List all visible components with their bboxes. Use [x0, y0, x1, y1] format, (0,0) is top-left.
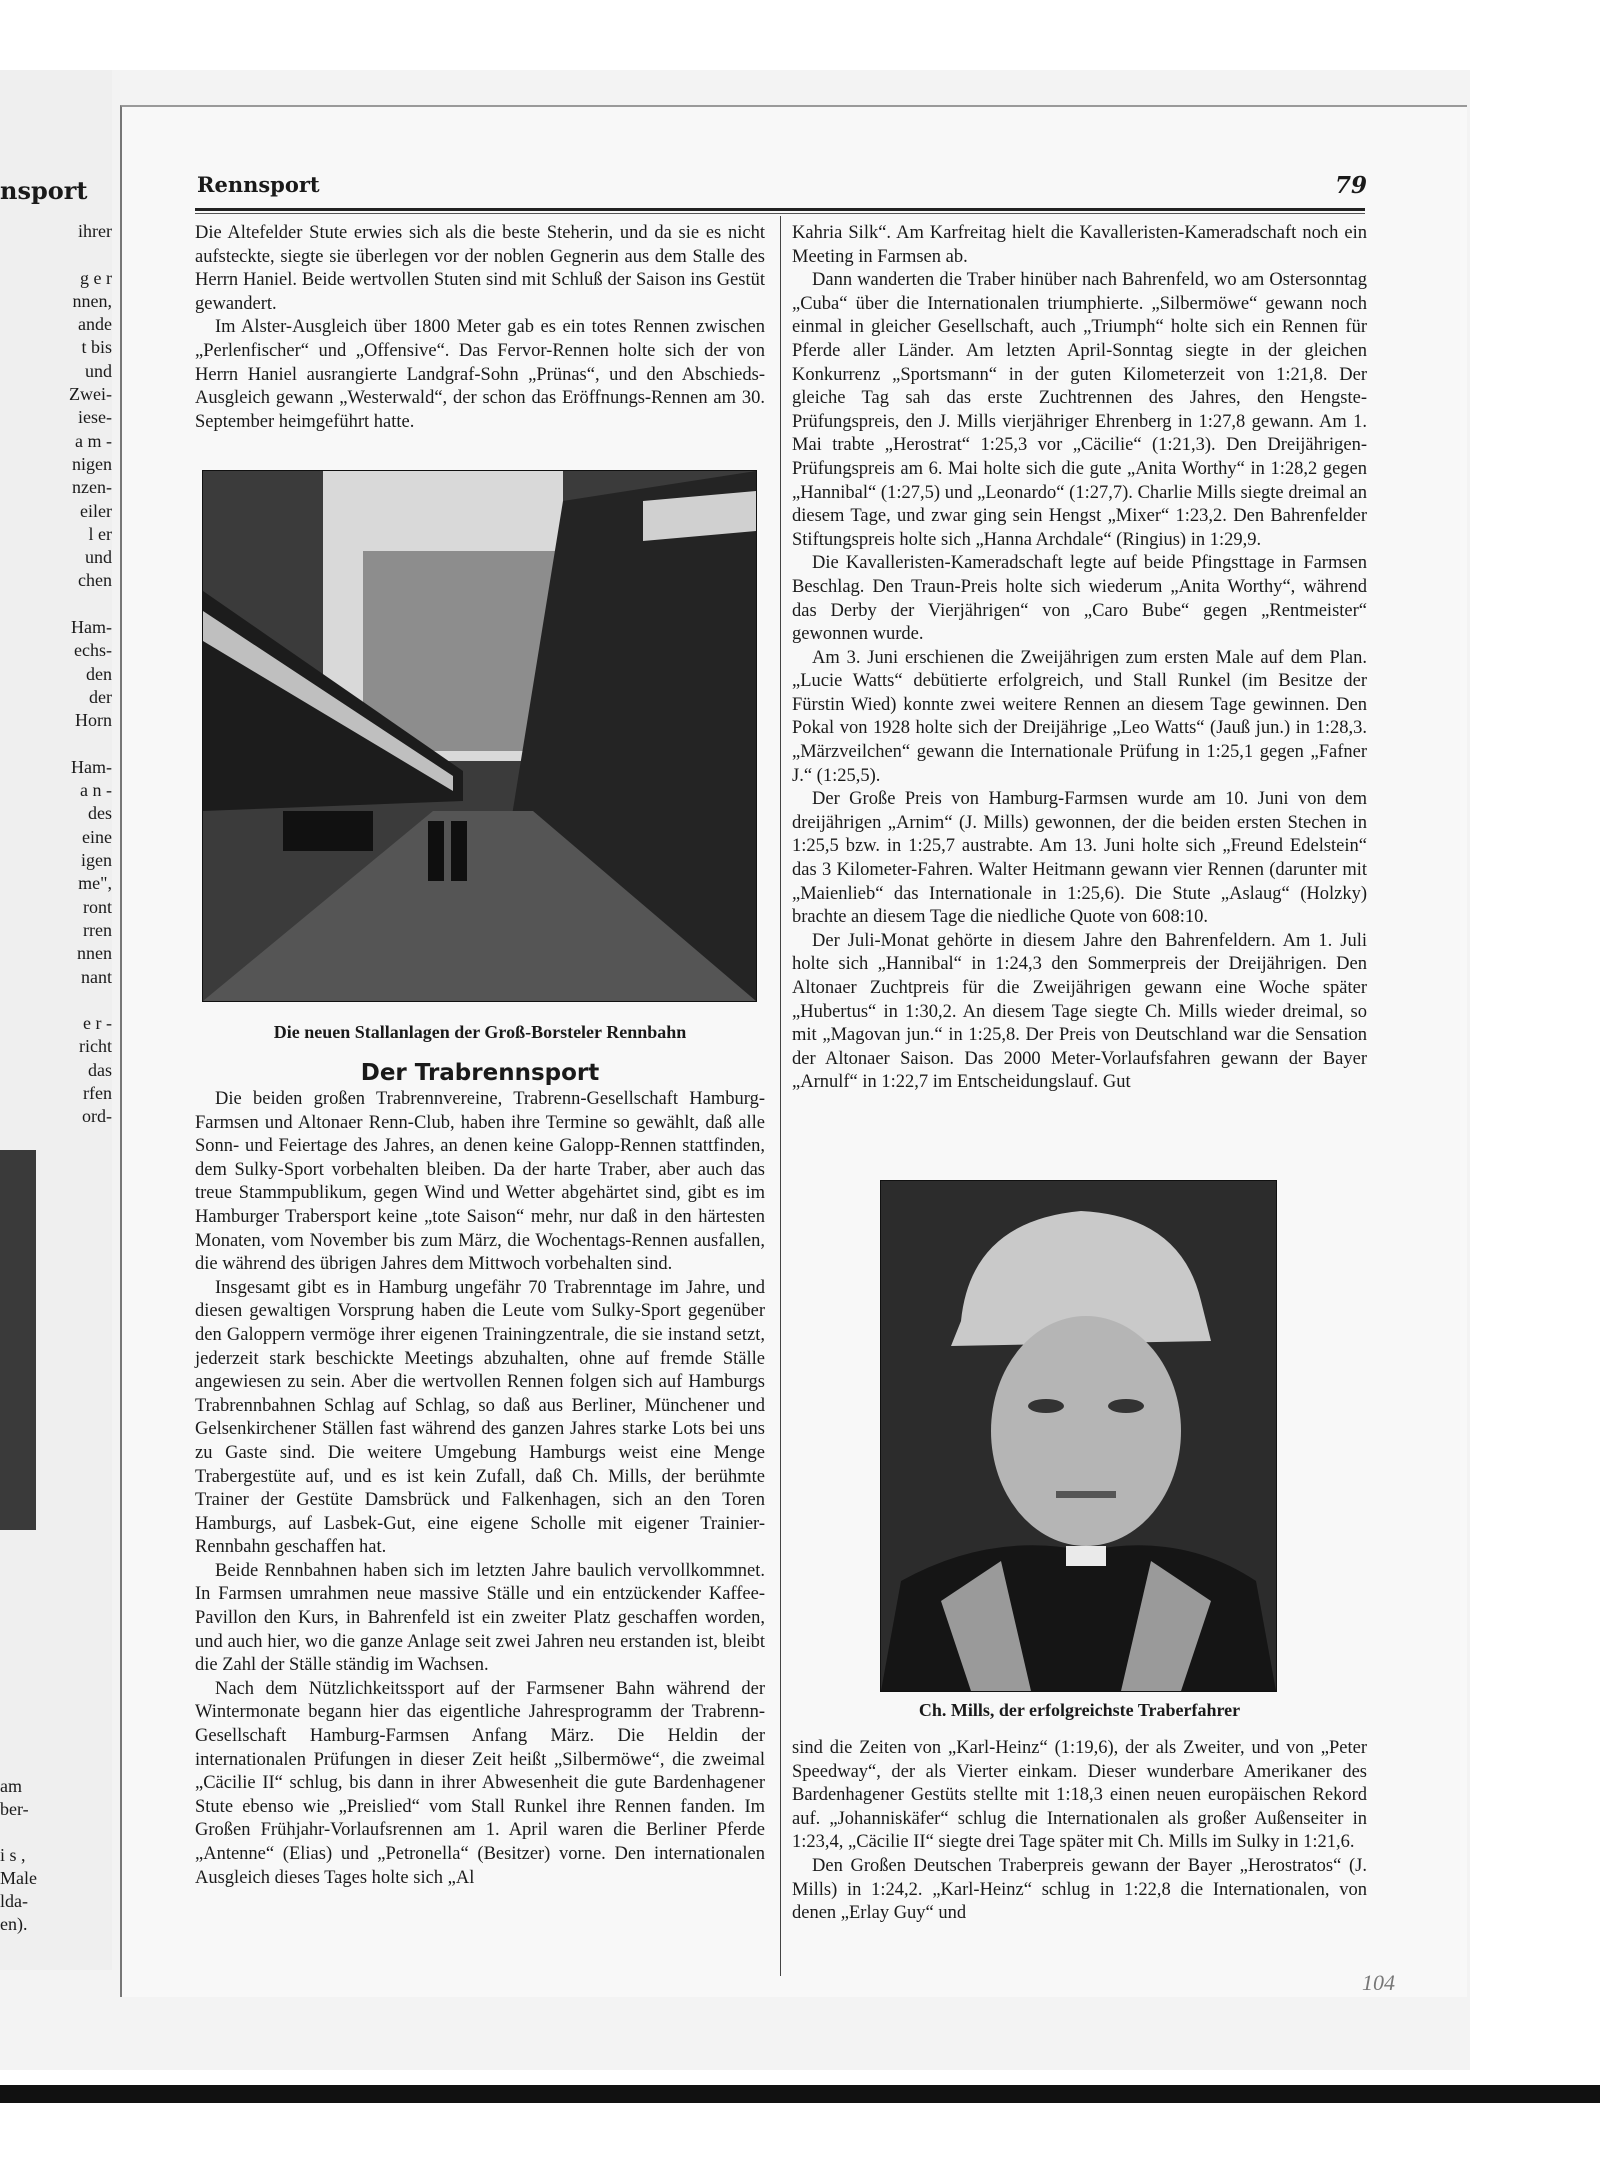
fragment-line: eine: [82, 826, 112, 847]
fragment-line: richt: [79, 1036, 112, 1057]
stable-photo-caption: Die neuen Stallanlagen der Groß-Borsteler Rennbahn: [273, 1022, 687, 1042]
fragment-line: ihrer: [78, 221, 112, 241]
left-column-bottom-text: [195, 1088, 765, 1890]
running-head: Rennsport: [197, 172, 320, 197]
fragment-line: Ham-: [71, 617, 112, 638]
handwritten-page-note: 104: [1362, 1970, 1395, 1995]
fragment-line: ord-: [82, 1106, 112, 1127]
fragment-line: e r -: [83, 1013, 112, 1034]
fragment-line: das: [88, 1059, 112, 1080]
fragment-line: ber-: [0, 1799, 29, 1819]
previous-page-running-head: nsport: [0, 176, 88, 205]
header-rule: [195, 208, 1365, 211]
paragraph: Beide Rennbahnen haben sich im letzten Jahre baulich vervollkommnet. In Farmsen umrahmen neue massive Ställe und ein entzückender Kaffee-Pavillon den Kurs, in Bahrenfeld ist ein zweiter Platz geschaffen worden, und auch hier, wo die ganze Anlage seit zwei Jahren neu erstanden ist, bleibt die Zahl der Ställe ständig im Wachsen.: [195, 1560, 765, 1676]
fragment-line: nigen: [72, 453, 112, 474]
scan-bottom-bar: [0, 2085, 1600, 2103]
fragment-line: Horn: [75, 710, 112, 731]
fragment-line: a n -: [80, 780, 112, 801]
portrait-photo: [880, 1180, 1277, 1692]
right-column-top-text: [792, 222, 1367, 1095]
header-rule-thin: [195, 213, 1365, 214]
fragment-line: nant: [81, 966, 112, 987]
fragment-line: [0, 733, 112, 756]
fragment-line: igen: [81, 850, 112, 871]
paragraph: Insgesamt gibt es in Hamburg ungefähr 70 Trabrenntage im Jahre, und diesen gewaltigen Vorsprung haben die Leute vom Sulky-Sport gegenüber den Galoppern vermöge ihrer eigenen Trainingzentrale, die sie instand setzt, jederzeit stark beschickte Meetings abzuhalten, ohne auf fremde Ställe angewiesen zu sein. Aber die wertvollen Rennen folgen sich auf Hamburgs Trabrennbahnen Schlag auf Schlag, so daß aus Berliner, Münchener und Gelsenkirchener Ställen fast während des ganzen Jahres starke Lots bei uns zu Gaste sind. Die weitere Umgebung Hamburgs weist eine Menge Trabergestüte auf, und es ist kein Zufall, daß Ch. Mills, der berühmte Trainer der Gestüte Damsbrück und Falkenhagen, sich an den Toren Hamburgs, auf Lasbek-Gut, eine eigene Scholle mit eigener Trainier-Rennbahn geschaffen hat.: [195, 1277, 765, 1558]
fragment-line: und: [85, 360, 112, 381]
paragraph: Der Große Preis von Hamburg-Farmsen wurde am 10. Juni von dem dreijährigen „Arnim“ (J. Mills) gewonnen, der die beiden ersten Stechen in 1:25,5 bzw. in 1:25,7 austrabte. Am 13. Juni holte sich „Freund Edelstein“ das 3 Kilometer-Fahren. Walter Heitmann gewann vier Rennen (darunter mit „Maienlieb“ das Internationale in 1:25,6). Die Stute „Aslaug“ (Holzky) brachte an diesem Tage die niedliche Quote von 608:10.: [792, 789, 1367, 928]
fragment-line: Ham-: [71, 756, 112, 777]
paragraph: Die Altefelder Stute erwies sich als die beste Steherin, und da sie es nicht aufsteckte, siegte sie überlegen vor der noblen Gegnerin aus dem Stalle des Herrn Haniel. Beide wertvollen Stuten sind mit Schluß der Saison ins Gestüt gewandert.: [195, 223, 765, 314]
fragment-line: des: [88, 803, 112, 824]
paragraph: Dann wanderten die Traber hinüber nach Bahrenfeld, wo am Ostersonntag „Cuba“ über die Internationalen triumphierte. „Silbermöwe“ gewann noch einmal in gleicher Gesellschaft, auch „Triumph“ holte sich ein Rennen für Pferde aller Länder. Am letzten April-Sonntag siegte in der gleichen Konkurrenz „Sportsmann“ in der guten Kilometerzeit von 1:21,8. Der gleiche Tag sah das erste Zuchtrennen des Jahres, den Hengste-Prüfungspreis, den J. Mills vierjähriger Ehrenberg in 1:27,8 gewann. Am 1. Mai trabte „Herostrat“ 1:25,3 vor „Cäcilie“ (1:21,3). Den Dreijährigen-Prüfungspreis am 6. Mai holte sich die gute „Anita Worthy“ in 1:28,2 gegen „Hannibal“ (1:27,5) und „Leonardo“ (1:27,7). Charlie Mills siegte dreimal an diesem Tage, und zwar ging sein Hengst „Mixer“ 1:23,2. Den Bahrenfelder Stiftungspreis holte sich „Hanna Archdale“ (Ringius) in 1:29,9.: [792, 270, 1367, 550]
fragment-line: [0, 989, 112, 1012]
fragment-line: eiler: [80, 500, 112, 521]
left-column-top-text: [195, 222, 765, 434]
fragment-line: nnen: [77, 943, 112, 964]
fragment-line: lda-: [0, 1891, 28, 1911]
fragment-line: i s ,: [0, 1845, 26, 1865]
previous-page-text-fragments: [0, 220, 112, 1129]
page-number: 79: [1335, 172, 1368, 199]
fragment-line: ande: [78, 314, 112, 335]
fragment-line: chen: [78, 570, 112, 591]
stable-photo: [202, 470, 757, 1002]
paragraph: Der Juli-Monat gehörte in diesem Jahre den Bahrenfeldern. Am 1. Juli holte sich „Hannibal“ in 1:24,3 den Sommerpreis der Dreijährigen. Den Altonaer Zuchtpreis für die Zweijährigen gewann eine Woche später „Hubertus“ in 1:30,2. An diesem Tage siegte Ch. Mills wieder dreimal, so mit „Magovan jun.“ in 1:25,8. Der Preis von Deutschland war die Sensation der Altonaer Saison. Das 2000 Meter-Vorlaufsfahren gewann der Bayer „Arnulf“ in 1:22,7 im Entscheidungslauf. Gut: [792, 930, 1367, 1093]
paragraph: Im Alster-Ausgleich über 1800 Meter gab es ein totes Rennen zwischen „Perlenfischer“ und „Offensive“. Das Fervor-Rennen holte sich der von Herrn Haniel ausrangierte Landgraf-Sohn „Prünas“, und den Abschieds-Ausgleich gewann „Westerwald“, der schon das Eröffnungs-Rennen am 30. September heimgeführt hatte.: [195, 317, 765, 432]
portrait-photo-caption: Ch. Mills, der erfolgreichste Traberfahrer: [918, 1700, 1241, 1720]
fragment-line: a m -: [75, 430, 112, 451]
fragment-line: nzen-: [72, 477, 112, 498]
paragraph: Den Großen Deutschen Traberpreis gewann der Bayer „Herostratos“ (J. Mills) in 1:24,2. „Karl-Heinz“ schlug in 1:22,8 die Internationalen, von denen „Erlay Guy“ und: [792, 1855, 1367, 1924]
paragraph: Die beiden großen Trabrennvereine, Trabrenn-Gesellschaft Hamburg-Farmsen und Altonaer Renn-Club, haben ihre Termine so gewählt, daß alle Sonn- und Feiertage des Jahres, an denen keine Galopp-Rennen stattfinden, dem Sulky-Sport vorbehalten bleiben. Da der harte Traber, aber auch das treue Stammpublikum, gegen Wind und Wetter abgehärtet sind, gibt es im Hamburger Trabersport keine „tote Saison“ mehr, nur daß in den härtesten Monaten, vom November bis zum März, die Wochentags-Rennen ausfallen, die während des übrigen Jahres dem Mittwoch vorbehalten sind.: [195, 1089, 765, 1275]
right-column-bottom-text: [792, 1737, 1367, 1926]
paragraph: Am 3. Juni erschienen die Zweijährigen zum ersten Male auf dem Plan. „Lucie Watts“ debütierte erfolgreich, und Stall Runkel (im Besitze der Fürstin Wied) konnte zwei weitere Rennen an diesem Tage gewinnen. Den Pokal von 1928 holte sich der Dreijährige „Leo Watts“ (Jauß jun.) in 1:28,3. „Märzveilchen“ gewann die Internationale Prüfung in 1:25,1 gegen „Fafner J.“ (1:25,5).: [792, 647, 1367, 786]
fragment-line: ront: [83, 896, 112, 917]
fragment-line: en).: [0, 1914, 28, 1934]
fragment-line: g e r: [80, 267, 112, 288]
fragment-line: und: [85, 547, 112, 568]
fragment-line: t bis: [81, 337, 112, 358]
paragraph: Kahria Silk“. Am Karfreitag hielt die Kavalleristen-Kameradschaft noch ein Meeting in Farmsen ab.: [792, 223, 1367, 267]
fragment-line: rren: [83, 919, 112, 940]
fragment-line: Zwei-: [69, 384, 112, 405]
fragment-line: l er: [88, 523, 112, 544]
previous-page-edge: [0, 70, 112, 1970]
fragment-line: rfen: [83, 1082, 112, 1103]
fragment-line: den: [86, 663, 112, 684]
fragment-line: iese-: [78, 407, 112, 428]
section-heading: Der Trabrennsport: [360, 1060, 600, 1086]
fragment-line: [0, 243, 112, 266]
previous-page-photo: [0, 1150, 36, 1530]
column-rule: [780, 216, 781, 1976]
fragment-line: Male: [0, 1868, 37, 1888]
fragment-line: nnen,: [72, 290, 112, 311]
fragment-line: am: [0, 1776, 22, 1796]
fragment-line: [0, 1821, 60, 1844]
previous-page-text-fragments-bottom: [0, 1775, 60, 1936]
paragraph: Die Kavalleristen-Kameradschaft legte auf beide Pfingsttage in Farmsen Beschlag. Den Traun-Preis holte sich wiederum „Anita Worthy“, während das Derby der Vierjährigen“ von „Caro Bube“ gegen „Rentmeister“ gewonnen wurde.: [792, 553, 1367, 645]
fragment-line: der: [89, 686, 112, 707]
fragment-line: echs-: [74, 640, 112, 661]
paragraph: Nach dem Nützlichkeitssport auf der Farmsener Bahn während der Wintermonate begann hier das eigentliche Jahresprogramm der Trabrenn-Gesellschaft Hamburg-Farmsen Anfang März. Die Heldin der internationalen Prüfungen in dieser Zeit heißt „Silbermöwe“, die zweimal „Cäcilie II“ schlug, bis dann in ihrer Abwesenheit die gute Bardenhagener Stute ebenso wie „Preislied“ vom Stall Runkel ihre Rennen fanden. Im Großen Frühjahr-Vorlaufsrennen am 1. April waren die Berliner Pferde „Antenne“ (Elias) und „Petronella“ (Besitzer) vorne. Den internationalen Ausgleich dieses Tages holte sich „Al: [195, 1678, 765, 1888]
paragraph: sind die Zeiten von „Karl-Heinz“ (1:19,6), der als Zweiter, und von „Peter Speedway“, der als Vierter einkam. Dieser wunderbare Amerikaner des Bardenhagener Gestüts stellte mit 1:18,3 einen neuen europäischen Rekord auf. „Johanniskäfer“ schlug die Internationalen als großer Außenseiter in 1:23,4, „Cäcilie II“ siegte drei Tage später mit Ch. Mills im Sulky in 1:21,6.: [792, 1738, 1367, 1853]
fragment-line: [0, 593, 112, 616]
fragment-line: me",: [78, 873, 112, 894]
